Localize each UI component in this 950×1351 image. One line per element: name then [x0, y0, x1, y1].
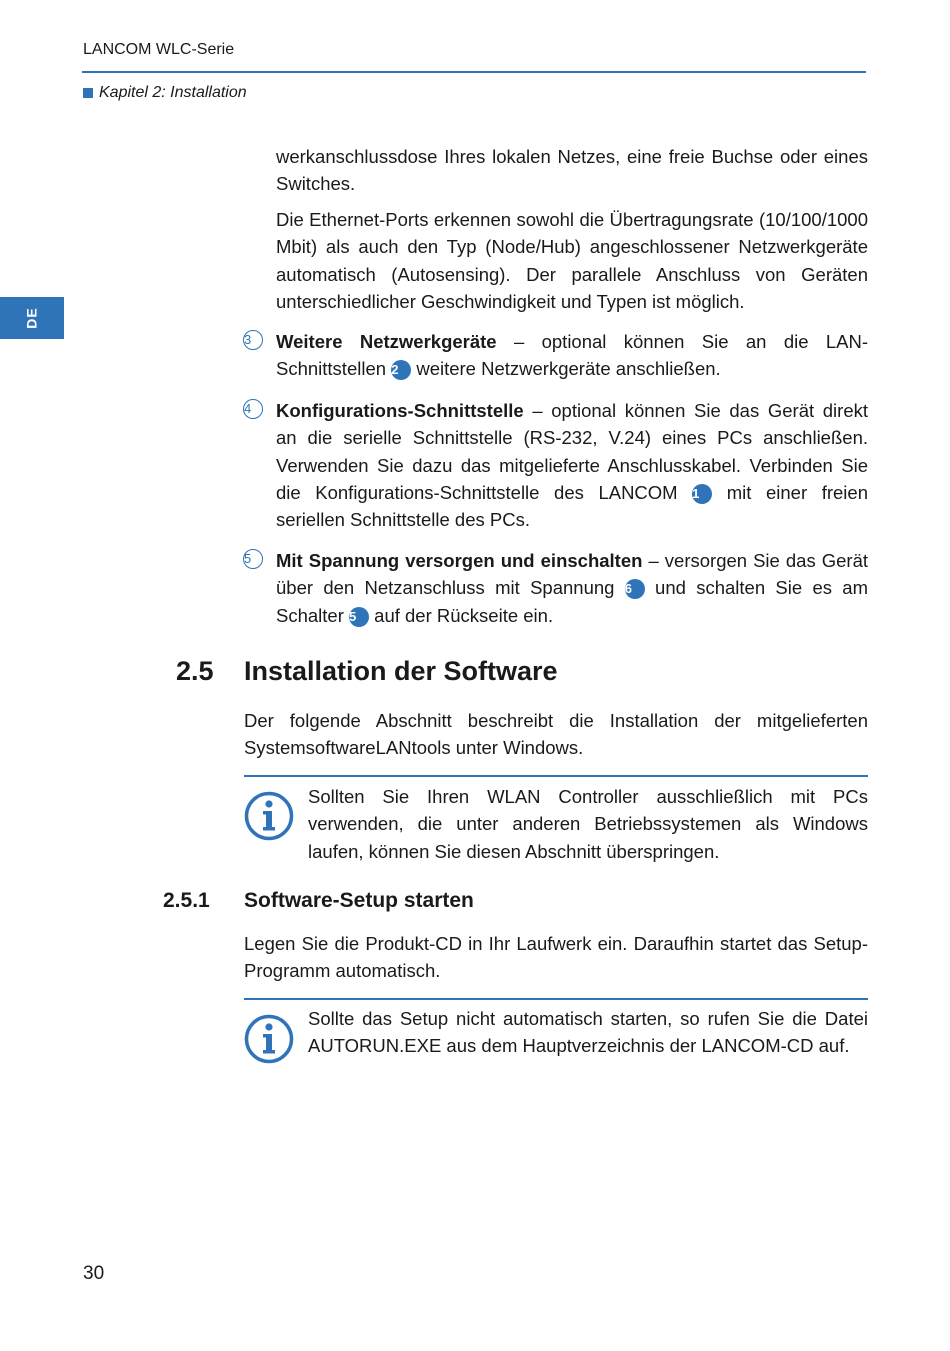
header-series: LANCOM WLC-Serie: [83, 41, 235, 58]
callout-badge: 2: [391, 360, 411, 380]
section-paragraph: Der folgende Abschnitt beschreibt die Installation der mitgelieferten SystemsoftwareLANtools unter Windows.: [244, 710, 868, 759]
language-tab-label: DE: [23, 307, 40, 329]
info-icon: [244, 1014, 294, 1064]
step-text: mit einer freien seriellen Schnittstelle des PCs.: [276, 481, 868, 531]
step-text: – optional können Sie das Gerät direkt an die serielle Schnittstelle (RS-232, V.24) eines PCs anschließen. Verwenden Sie dazu das mitgelieferte Anschlusskabel. Verbinden Sie die Konfigurations-Schnittstelle des LANCOM: [276, 400, 868, 503]
step-title: Weitere Netzwerkgeräte: [276, 331, 497, 352]
step-title: Konfigurations-Schnittstelle: [276, 400, 524, 421]
chapter-title: Kapitel 2: Installation: [99, 84, 247, 101]
callout-badge: 1: [692, 484, 712, 504]
page-number: 30: [83, 1263, 105, 1284]
subsection-number: 2.5.1: [163, 889, 210, 912]
header-rule: [82, 71, 866, 73]
step-number: 4: [243, 399, 263, 419]
note-rule: [244, 775, 868, 777]
step-3: [244, 328, 869, 383]
language-tab: [0, 297, 64, 339]
step-text: – optional können Sie an die LAN-Schnittstellen: [276, 331, 869, 380]
step-text: auf der Rückseite ein.: [369, 604, 554, 626]
info-icon: [244, 791, 294, 841]
note-text: Sollten Sie Ihren WLAN Controller ausschließlich mit PCs verwenden, die unter anderen Betriebssystemen als Windows laufen, können Sie diesen Abschnitt überspringen.: [308, 786, 868, 862]
note-rule: [244, 998, 868, 1000]
intro-paragraph-1: werkanschlussdose Ihres lokalen Netzes, eine freie Buchse oder eines Switches.: [276, 146, 868, 195]
step-number: 5: [243, 549, 263, 569]
subsection-title: Software-Setup starten: [244, 889, 474, 912]
step-5: [244, 547, 868, 629]
section-title: Installation der Software: [244, 656, 558, 686]
step-text: – versorgen Sie das Gerät über den Netzanschluss mit Spannung: [276, 550, 868, 599]
step-number: 3: [243, 330, 263, 350]
chapter-line: [83, 84, 247, 102]
step-text: und schalten Sie es am Schalter: [276, 577, 868, 626]
note-text: Sollte das Setup nicht automatisch starten, so rufen Sie die Datei AUTORUN.EXE aus dem Hauptverzeichnis der LANCOM-CD auf.: [308, 1008, 868, 1057]
step-text: weitere Netzwerkgeräte anschließen.: [411, 358, 721, 380]
subsection-paragraph: Legen Sie die Produkt-CD in Ihr Laufwerk ein. Daraufhin startet das Setup-Programm automatisch.: [244, 933, 868, 982]
step-title: Mit Spannung versorgen und einschalten: [276, 550, 643, 571]
chapter-square-icon: [83, 88, 93, 98]
intro-paragraph-2: Die Ethernet-Ports erkennen sowohl die Übertragungsrate (10/100/1000 Mbit) als auch den Typ (Node/Hub) angeschlossener Netzwerkgeräte automatisch (Autosensing). Der parallele Anschluss von Geräten unterschiedlicher Geschwindigkeit und Typen ist möglich.: [276, 209, 868, 312]
section-number: 2.5: [176, 656, 214, 686]
step-4: [244, 397, 868, 533]
callout-badge: 5: [349, 607, 369, 627]
callout-badge: 6: [625, 579, 645, 599]
